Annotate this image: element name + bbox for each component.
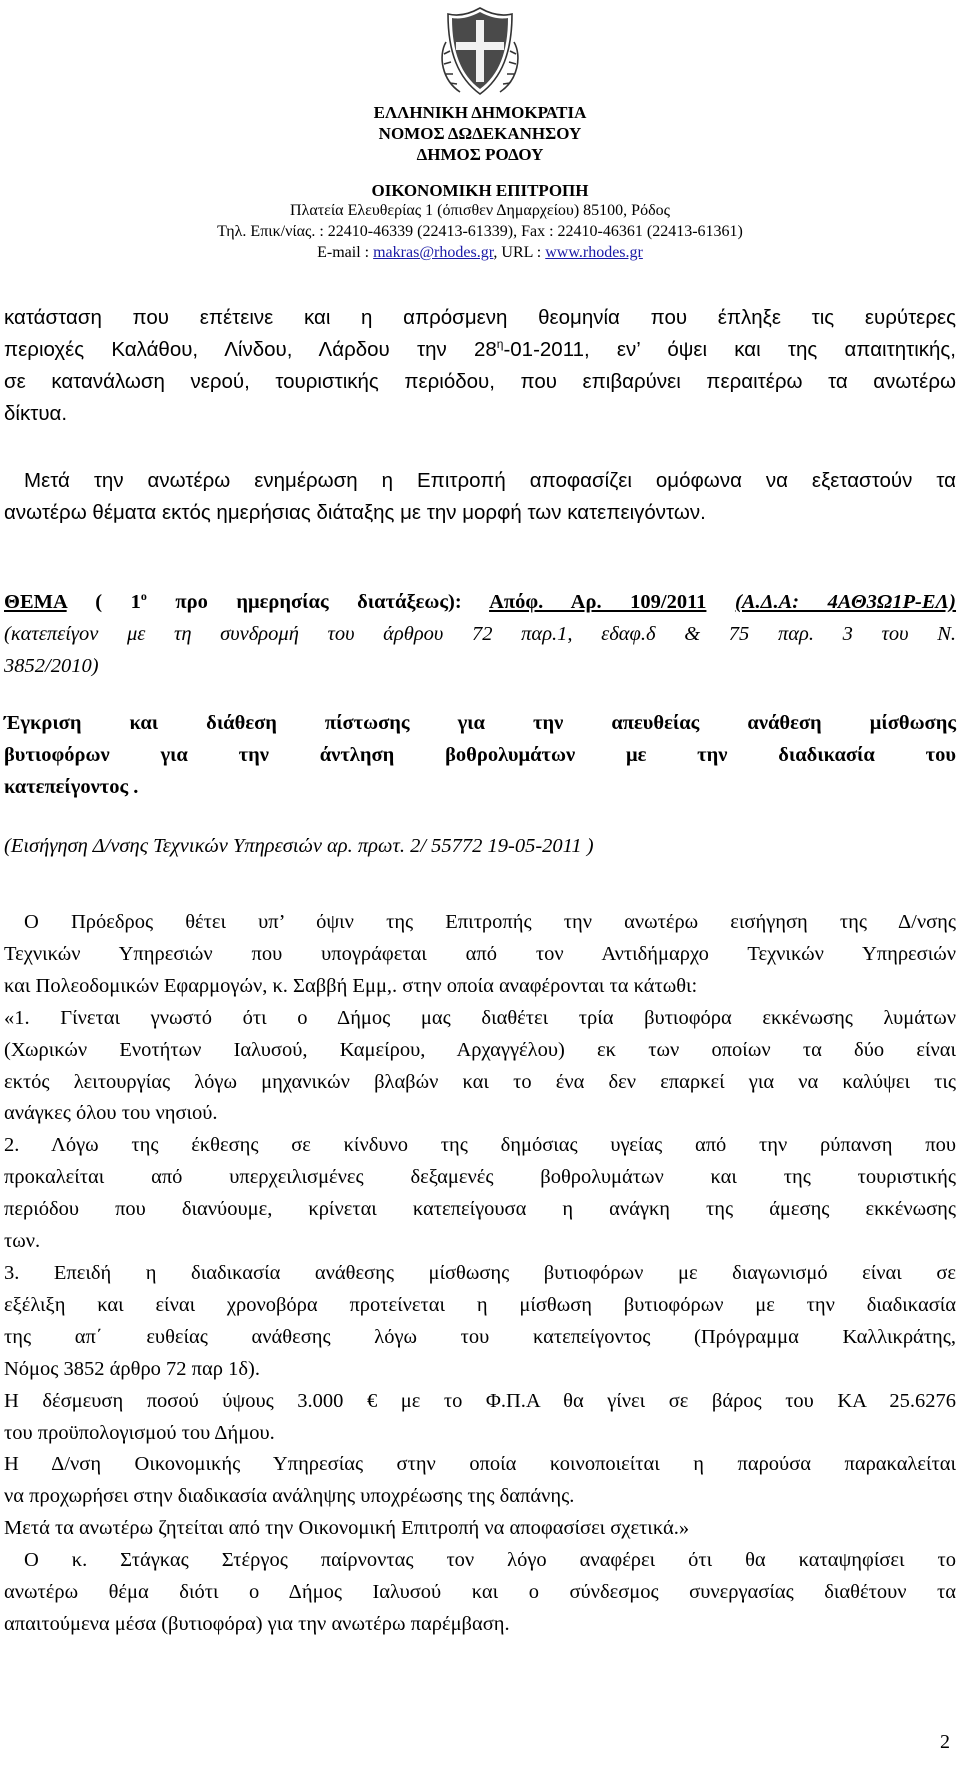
header-address: Πλατεία Ελευθερίας 1 (όπισθεν Δημαρχείου) 85100, Ρόδος [290, 202, 670, 219]
body-line: απαιτούμενα μέσα (βυτιοφόρα) για την ανωτέρω παρέμβαση. [4, 1612, 510, 1635]
proposal-reference [4, 830, 956, 862]
decision-number: Απόφ. Αρ. 109/2011 [489, 591, 707, 613]
title-line: Έγκριση και διάθεση πίστωσης για την απευθείας ανάθεση μίσθωσης [4, 712, 956, 734]
body-line: Νόμος 3852 άρθρο 72 παρ 1δ). [4, 1357, 260, 1380]
text-line: δίκτυα. [4, 402, 68, 425]
website-link[interactable]: www.rhodes.gr [545, 244, 643, 261]
email-label: E-mail : [317, 244, 374, 261]
title-line: βυτιοφόρων για την άντληση βοθρολυμάτων με την διαδικασία του [4, 744, 956, 766]
topic-heading [4, 586, 956, 682]
email-link[interactable]: makras@rhodes.gr [373, 244, 494, 261]
header-prefecture: ΝΟΜΟΣ ΔΩΔΕΚΑΝΗΣΟΥ [378, 124, 582, 143]
header-municipality: ΔΗΜΟΣ ΡΟΔΟΥ [416, 145, 544, 164]
body-line: Τεχνικών Υπηρεσιών που υπογράφεται από τον Αντιδήμαρχο Τεχνικών Υπηρεσιών [4, 942, 956, 965]
body-line: ανάγκες όλου του νησιού. [4, 1102, 218, 1125]
body-line: Η δέσμευση ποσού ύψους 3.000 € με το Φ.Π.Α θα γίνει σε βάρος του ΚΑ 25.6276 [4, 1389, 956, 1412]
text-line: κατάσταση που επέτεινε και η απρόσμενη θεομηνία που έπληξε τις ευρύτερες [4, 306, 956, 329]
intro-paragraph [4, 302, 956, 430]
committee-decision-paragraph [4, 465, 956, 529]
urgency-note: (κατεπείγον με τη συνδρομή του άρθρου 72 παρ.1, εδαφ.δ & 75 παρ. 3 του Ν. [4, 623, 956, 645]
url-label: , URL : [493, 244, 546, 261]
body-text [4, 907, 956, 1641]
body-line: 2. Λόγω της έκθεσης σε κίνδυνο της δημόσιας υγείας από την ρύπανση που [4, 1134, 956, 1157]
body-line: προκαλείται από υπερχειλισμένες δεξαμενές βοθρολυμάτων και της τουριστικής [4, 1166, 956, 1189]
body-line: της απ΄ ευθείας ανάθεσης λόγω του κατεπείγοντος (Πρόγραμμα Καλλικράτης, [4, 1325, 956, 1348]
decision-title [4, 707, 956, 803]
text-line: σε κατανάλωση νερού, τουριστικής περιόδου, που επιβαρύνει περαιτέρω τα ανωτέρω [4, 370, 956, 393]
body-line: εκτός λειτουργίας λόγω μηχανικών βλαβών και το ένα δεν επαρκεί για να καλύψει τις [4, 1070, 956, 1093]
body-line: να προχωρήσει στην διαδικασία ανάληψης υποχρέωσης της δαπάνης. [4, 1485, 575, 1508]
topic-label: ΘΕΜΑ [4, 591, 67, 613]
ada-code: (Α.Δ.Α: 4ΑΘ3Ω1Ρ-ΕΛ) [734, 591, 957, 613]
body-line: ανωτέρω θέμα διότι ο Δήμος Ιαλυσού και ο σύνδεσμος συνεργασίας διαθέτουν τα [4, 1581, 956, 1604]
body-line: Η Δ/νση Οικονομικής Υπηρεσίας στην οποία κοινοποιείται η παρούσα παρακαλείται [4, 1453, 956, 1476]
body-line: του προϋπολογισμού του Δήμου. [4, 1421, 275, 1444]
text-line: περιοχές Καλάθου, Λίνδου, Λάρδου την $28^\eta-01-2011$, εν’ όψει και της απαιτητικής, [4, 337, 956, 361]
topic-line: ΘΕΜΑ ( $1^o$ προ ημερησίας διατάξεως): Απόφ. Αρ. 109/2011 (Α.Δ.Α: 4ΑΘ3Ω1Ρ-ΕΛ) [4, 589, 957, 613]
body-line: των. [4, 1230, 41, 1253]
body-line: Μετά τα ανωτέρω ζητείται από την Οικονομική Επιτροπή να αποφασίσει σχετικά.» [4, 1517, 690, 1540]
greek-state-seal-emblem [436, 2, 524, 100]
body-line: 3. Επειδή η διαδικασία ανάθεσης μίσθωσης βυτιοφόρων με διαγωνισμό είναι σε [4, 1261, 956, 1284]
body-line: και Πολεοδομικών Εφαρμογών, κ. Σαββή Εμμ,. στην οποία αναφέρονται τα κάτωθι: [4, 974, 698, 997]
header-country: ΕΛΛΗΝΙΚΗ ΔΗΜΟΚΡΑΤΙΑ [373, 103, 587, 122]
page-number: 2 [940, 1731, 950, 1753]
text-line: ανωτέρω θέματα εκτός ημερήσιας διάταξης με την μορφή των κατεπειγόντων. [4, 501, 706, 524]
body-line: Ο Πρόεδρος θέτει υπ’ όψιν της Επιτροπής την ανωτέρω εισήγηση της Δ/νσης [24, 911, 956, 933]
proposal-text: (Εισήγηση Δ/νσης Τεχνικών Υπηρεσιών αρ. πρωτ. 2/ 55772 19-05-2011 ) [4, 835, 594, 857]
urgency-note-end: 3852/2010) [4, 655, 99, 677]
header-contact [0, 244, 960, 262]
text-line: Μετά την ανωτέρω ενημέρωση η Επιτροπή αποφασίζει ομόφωνα να εξεταστούν τα [24, 469, 956, 492]
body-line: εξέλιξη και είναι χρονοβόρα προτείνεται η μίσθωση βυτιοφόρων με την διαδικασία [4, 1293, 956, 1316]
header-committee: ΟΙΚΟΝΟΜΙΚΗ ΕΠΙΤΡΟΠΗ [371, 181, 589, 200]
body-line: Ο κ. Στάγκας Στέργος παίρνοντας τον λόγο αναφέρει ότι θα καταψηφίσει το [24, 1549, 956, 1572]
body-line: (Χωρικών Ενοτήτων Ιαλυσού, Καμείρου, Αρχαγγέλου) εκ των οποίων τα δύο είναι [4, 1038, 956, 1061]
body-line: περιόδου που διανύουμε, κρίνεται κατεπείγουσα η ανάγκη της άμεσης εκκένωσης [4, 1198, 956, 1221]
title-line: κατεπείγοντος . [4, 776, 139, 798]
header-phone: Τηλ. Επικ/νίας. : 22410-46339 (22413-61339), Fax : 22410-46361 (22413-61361) [217, 223, 743, 240]
body-line: «1. Γίνεται γνωστό ότι ο Δήμος μας διαθέτει τρία βυτιοφόρα εκκένωσης λυμάτων [4, 1006, 956, 1029]
